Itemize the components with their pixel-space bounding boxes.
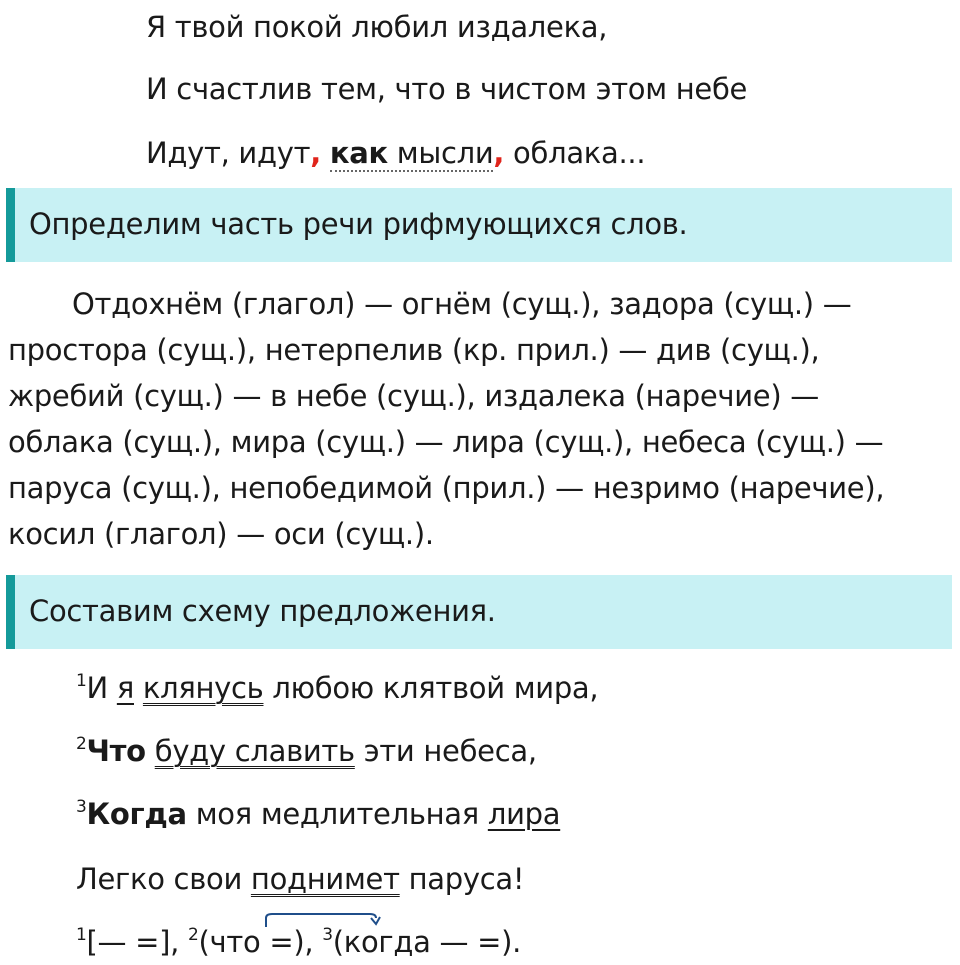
space	[146, 734, 155, 768]
poem-line-2: И счастлив тем, что в чистом этом небе	[146, 72, 748, 106]
text: эти небеса,	[354, 734, 537, 768]
text: И	[86, 671, 117, 705]
predicate: клянусь	[142, 671, 264, 705]
sentence-part-1	[76, 670, 598, 706]
clause-number: 1	[76, 925, 87, 945]
rhymes-paragraph	[8, 281, 928, 557]
poem-line-3-end: облака...	[504, 136, 646, 170]
sentence-scheme	[76, 924, 521, 960]
predicate: поднимет	[250, 862, 400, 896]
section-banner-parts-of-speech	[6, 188, 952, 262]
scheme-part-3: (когда — =).	[332, 925, 522, 959]
clause-number: 1	[76, 671, 87, 691]
subject: лира	[487, 797, 561, 831]
conjunction: Что	[86, 734, 146, 768]
poem-line-1: Я твой покой любил издалека,	[146, 10, 608, 44]
subject: я	[116, 671, 134, 705]
space	[134, 671, 143, 705]
scheme-part-1: [— =],	[86, 925, 189, 959]
sentence-part-4	[76, 861, 524, 897]
sentence-part-3	[76, 796, 560, 832]
poem-line-3	[146, 135, 645, 171]
space	[321, 136, 330, 170]
conjunction: Когда	[86, 797, 187, 831]
text: моя медлительная	[186, 797, 488, 831]
section-title: Определим часть речи рифмующихся слов.	[29, 207, 688, 241]
text: любою клятвой мира,	[263, 671, 599, 705]
scheme-part-2: (что =),	[198, 925, 323, 959]
text: Легко свои	[76, 862, 251, 896]
predicate: буду славить	[154, 734, 355, 768]
section-title: Составим схему предложения.	[29, 594, 496, 628]
red-comma: ,	[493, 136, 505, 170]
clause-number: 3	[322, 925, 333, 945]
poem-line-3-start: Идут, идут	[146, 136, 311, 170]
clause-number: 2	[76, 734, 87, 754]
sentence-part-2	[76, 733, 537, 769]
word-mysli: мысли	[387, 136, 494, 170]
section-banner-sentence-scheme	[6, 575, 952, 649]
clause-number: 3	[76, 797, 87, 817]
rhymes-text: Отдохнём (глагол) — огнём (сущ.), задора (сущ.) — простора (сущ.), нетерпелив (кр. прил.) — див (сущ.), жребий (сущ.) — в небе (сущ.), издалека (наречие) — облака (сущ.), мира (сущ.) — лира (сущ.), небеса (сущ.) — паруса (сущ.), непобедимой (прил.) — незримо (наречие), косил (глагол) — оси (сущ.).	[8, 287, 885, 551]
red-comma: ,	[310, 136, 321, 170]
clause-number: 2	[188, 925, 199, 945]
comparison-phrase	[330, 136, 494, 172]
word-kak: как	[329, 136, 388, 170]
text: паруса!	[399, 862, 525, 896]
